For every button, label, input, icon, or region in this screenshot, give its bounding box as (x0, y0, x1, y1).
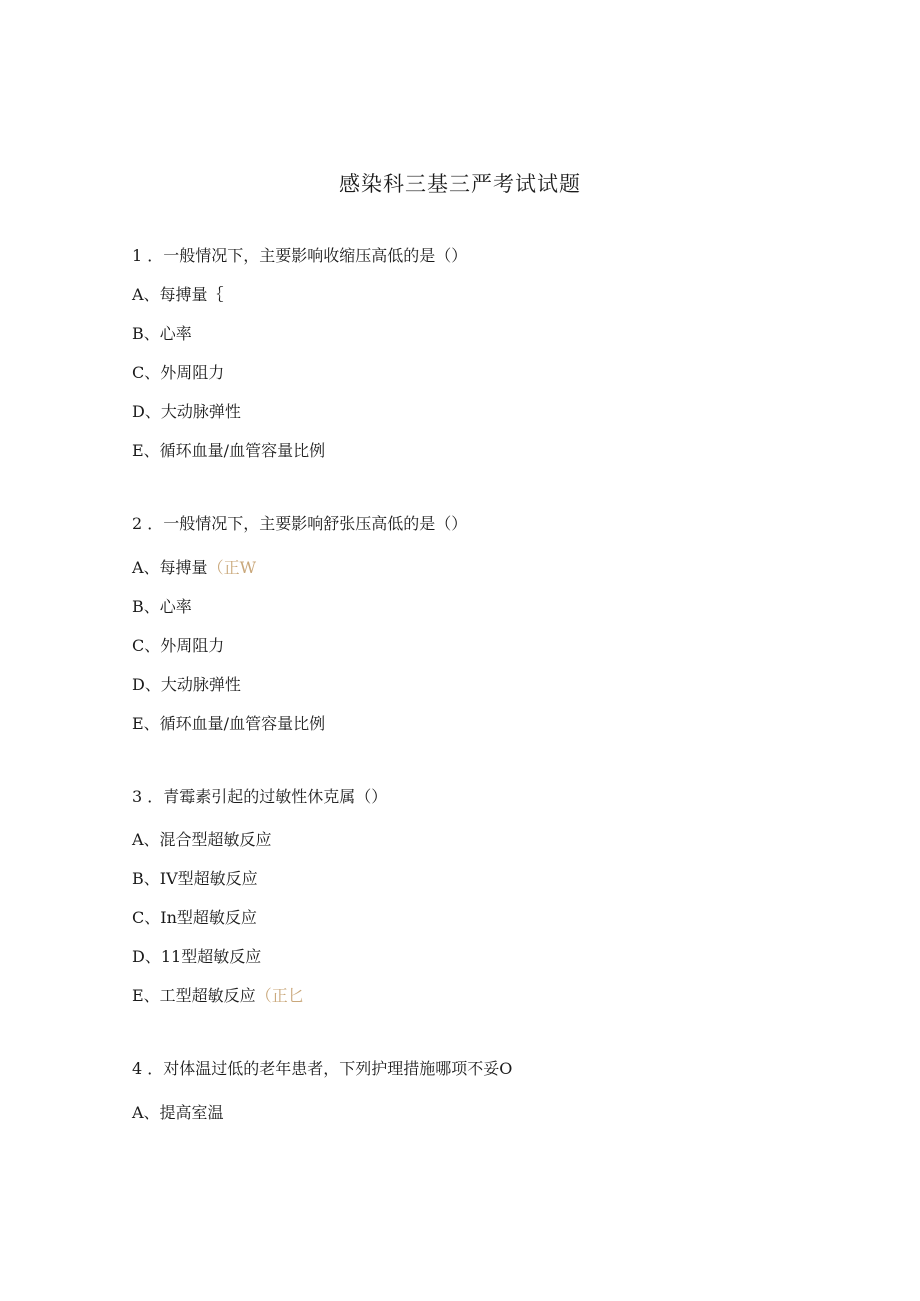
question-3-option-b (132, 868, 258, 890)
question-2-option-c (132, 635, 224, 657)
question-4-option-a (132, 1102, 224, 1124)
option-text: D、大动脉弹性 (132, 675, 241, 694)
option-text: E、循环血量/血管容量比例 (132, 714, 326, 733)
question-1-option-e (132, 440, 325, 462)
question-2-option-a (132, 557, 256, 579)
question-1-option-d (132, 401, 241, 423)
question-3-option-c (132, 907, 257, 929)
option-text: C、外周阻力 (132, 636, 225, 655)
question-1-option-b (132, 323, 192, 345)
option-text: B、心率 (132, 324, 192, 343)
question-2-stem: 2 ．一般情况下，主要影响舒张压高低的是（） (132, 514, 468, 533)
question-3-option-e (132, 985, 304, 1007)
question-1-stem: 1 ．一般情况下，主要影响收缩压高低的是（） (132, 246, 468, 265)
question-1-option-a (132, 284, 224, 306)
question-1-option-c (132, 362, 224, 384)
answer-mark: （正匕 (255, 986, 304, 1005)
option-text: E、工型超敏反应 (132, 986, 256, 1005)
option-text: D、大动脉弹性 (132, 402, 241, 421)
option-text: B、心率 (132, 597, 192, 616)
question-3-option-a (132, 829, 272, 851)
option-text: A、每搏量 (132, 558, 208, 577)
question-3-option-d (132, 946, 261, 968)
question-4-stem: 4 ．对体温过低的老年患者，下列护理措施哪项不妥O (132, 1059, 513, 1078)
option-text: B、IV型超敏反应 (132, 869, 258, 888)
option-text: C、In型超敏反应 (132, 908, 257, 927)
page-title: 感染科三基三严考试试题 (339, 172, 581, 196)
question-2-option-d (132, 674, 241, 696)
question-3-stem: 3 ．青霉素引起的过敏性休克属（） (132, 787, 388, 806)
option-text: A、每搏量｛ (132, 285, 224, 304)
option-text: E、循环血量/血管容量比例 (132, 441, 326, 460)
question-2-option-b (132, 596, 192, 618)
option-text: C、外周阻力 (132, 363, 225, 382)
answer-mark: （正W (207, 558, 257, 577)
question-2-option-e (132, 713, 325, 735)
option-text: D、11型超敏反应 (132, 947, 262, 966)
option-text: A、提高室温 (132, 1103, 224, 1122)
option-text: A、混合型超敏反应 (132, 830, 272, 849)
